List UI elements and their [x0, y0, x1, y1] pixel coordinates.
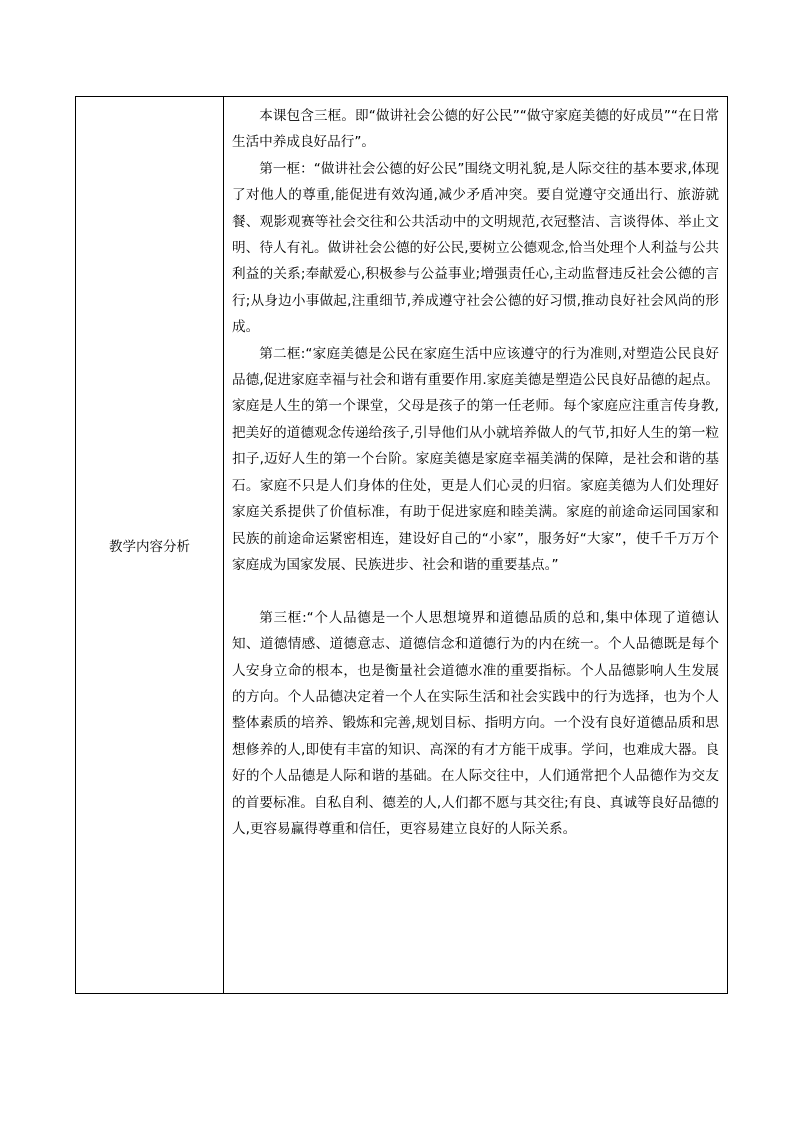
teaching-content-table: [75, 96, 728, 994]
paragraph-intro: 本课包含三框。即“做讲社会公德的好公民”“做守家庭美德的好成员”“在日常生活中养成良好品行”。: [232, 108, 719, 151]
row-label: 教学内容分析: [109, 539, 190, 555]
paragraph-frame-3: 第三框:“个人品德是一个人思想境界和道德品质的总和,集中体现了道德认知、道德情感、道德意志、道德信念和道德行为的内在统一。个人品德既是每个人安身立命的根本，也是衡量社会道德水准的重要指标。个人品德影响人生发展的方向。个人品德决定着一个人在实际生活和社会实践中的行为选择，也为个人整体素质的培养、锻炼和完善,规划目标、指明方向。一个没有良好道德品质和思想修养的人,即使有丰富的知识、高深的有才方能干成事。学问，也难成大器。良好的个人品德是人际和谐的基础。在人际交往中，人们通常把个人品德作为交友的首要标准。自私自利、德差的人,人们都不愿与其交往;有良、真诚等良好品德的人,更容易赢得尊重和信任，更容易建立良好的人际关系。: [232, 609, 719, 837]
row-label-cell: [76, 97, 224, 993]
blank-line: [232, 578, 719, 604]
paragraph-frame-1: 第一框：“做讲社会公德的好公民”围绕文明礼貌,是人际交往的基本要求,体现了对他人的尊重,能促进有效沟通,减少矛盾冲突。要自觉遵守交通出行、旅游就餐、观影观赛等社会交往和公共活动中的文明规范,衣冠整洁、言谈得体、举止文明、待人有礼。做讲社会公德的好公民,要树立公德观念,恰当处理个人利益与公共利益的关系;奉献爱心,积极参与公益事业;增强责任心,主动监督违反社会公德的言行;从身边小事做起,注重细节,养成遵守社会公德的好习惯,推动良好社会风尚的形成。: [232, 160, 719, 336]
content-cell: [224, 97, 727, 993]
paragraph-frame-2: 第二框:“家庭美德是公民在家庭生活中应该遵守的行为准则,对塑造公民良好品德,促进家庭幸福与社会和谐有重要作用.家庭美德是塑造公民良好品德的起点。家庭是人生的第一个课堂，父母是孩子的第一任老师。每个家庭应注重言传身教,把美好的道德观念传递给孩子,引导他们从小就培养做人的气节,扣好人生的第一粒扣子,迈好人生的第一个台阶。家庭美德是家庭幸福美满的保障，是社会和谐的基石。家庭不只是人们身体的住处，更是人们心灵的归宿。家庭美德为人们处理好家庭关系提供了价值标准，有助于促进家庭和睦美满。家庭的前途命运同国家和民族的前途命运紧密相连，建设好自己的“小家”，服务好“大家”，使千千万万个家庭成为国家发展、民族进步、社会和谐的重要基点。”: [232, 345, 719, 573]
